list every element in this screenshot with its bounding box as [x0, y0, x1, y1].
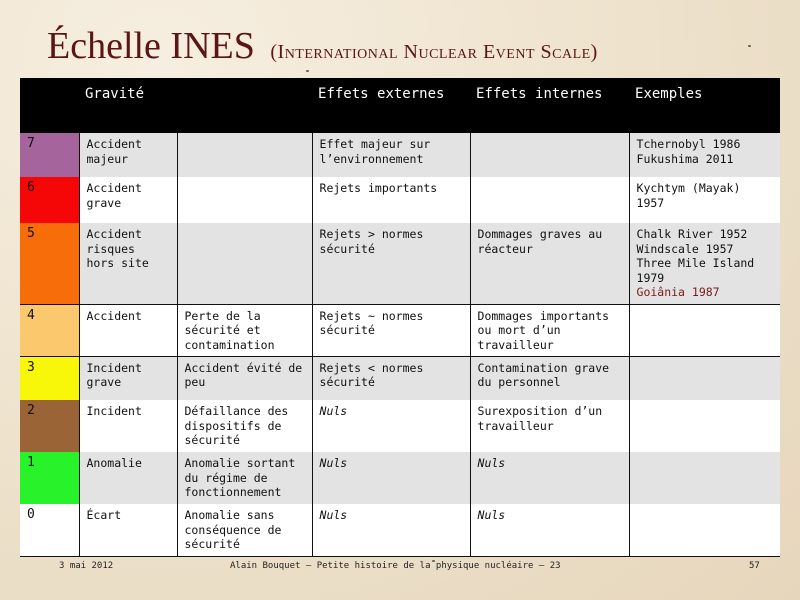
table-row — [20, 223, 780, 304]
gravity-cell: Incident grave — [79, 356, 177, 400]
examples-cell — [629, 223, 780, 304]
external-effects-cell: Effet majeur sur l’environnement — [312, 133, 470, 177]
example-item: Fukushima 2011 — [636, 151, 734, 166]
example-item: Kychtym (Mayak) 1957 — [636, 181, 741, 210]
example-item: Three Mile Island 1979 — [636, 256, 755, 285]
level-cell: 2 — [20, 400, 79, 452]
gravity-cell: Accident majeur — [79, 133, 177, 177]
paper-speck — [748, 45, 751, 47]
header-external: Effets externes — [312, 78, 470, 133]
table-row — [20, 133, 780, 177]
level-cell: 4 — [20, 304, 79, 356]
gravity-cell: Écart — [79, 504, 177, 556]
examples-cell — [629, 452, 780, 504]
level-cell: 0 — [20, 504, 79, 556]
examples-cell — [629, 177, 780, 223]
ines-table — [20, 78, 780, 557]
example-item: Windscale 1957 — [636, 241, 734, 256]
title-subtitle: (International Nuclear Event Scale) — [270, 41, 598, 63]
table-row — [20, 400, 780, 452]
examples-cell — [629, 133, 780, 177]
slide-title — [47, 24, 598, 74]
internal-effects-cell: Nuls — [470, 452, 629, 504]
internal-effects-cell: Dommages graves au réacteur — [470, 223, 629, 304]
table-row — [20, 177, 780, 223]
examples-cell — [629, 304, 780, 356]
internal-effects-cell: Surexposition d’un travailleur — [470, 400, 629, 452]
detail-cell — [177, 223, 312, 304]
example-item: Chalk River 1952 — [636, 227, 748, 241]
level-cell: 5 — [20, 223, 79, 304]
table-row — [20, 452, 780, 504]
external-effects-cell: Rejets ~ normes sécurité — [312, 304, 470, 356]
footer-center-text: Alain Bouquet — Petite histoire de la physique nucléaire — 23 — [230, 561, 561, 571]
table-row — [20, 304, 780, 356]
footer-page-number: 57 — [749, 561, 760, 571]
internal-effects-cell — [470, 133, 629, 177]
gravity-cell: Accident — [79, 304, 177, 356]
table-header-row — [20, 78, 780, 133]
header-level — [20, 78, 79, 133]
gravity-cell: Incident — [79, 400, 177, 452]
external-effects-cell: Rejets < normes sécurité — [312, 356, 470, 400]
detail-cell: Perte de la sécurité et contamination — [177, 304, 312, 356]
examples-cell — [629, 400, 780, 452]
external-effects-cell: Rejets importants — [312, 177, 470, 223]
table-row — [20, 504, 780, 556]
example-item: Tchernobyl 1986 — [636, 137, 741, 151]
internal-effects-cell: Nuls — [470, 504, 629, 556]
gravity-cell: Accident risques hors site — [79, 223, 177, 304]
examples-cell — [629, 504, 780, 556]
external-effects-cell: Nuls — [312, 504, 470, 556]
table-body — [20, 133, 780, 556]
gravity-cell: Accident grave — [79, 177, 177, 223]
example-item-highlight: Goiânia 1987 — [636, 285, 720, 299]
detail-cell: Anomalie sans conséquence de sécurité — [177, 504, 312, 556]
level-cell: 1 — [20, 452, 79, 504]
external-effects-cell: Rejets > normes sécurité — [312, 223, 470, 304]
detail-cell: Anomalie sortant du régime de fonctionnement — [177, 452, 312, 504]
gravity-cell: Anomalie — [79, 452, 177, 504]
level-cell: 6 — [20, 177, 79, 223]
table-row — [20, 356, 780, 400]
detail-cell: Défaillance des dispositifs de sécurité — [177, 400, 312, 452]
footer-date: 3 mai 2012 — [59, 561, 114, 571]
internal-effects-cell: Dommages importants ou mort d’un travailleur — [470, 304, 629, 356]
level-cell: 7 — [20, 133, 79, 177]
header-gravity: Gravité — [79, 78, 312, 133]
level-cell: 3 — [20, 356, 79, 400]
internal-effects-cell — [470, 177, 629, 223]
detail-cell — [177, 177, 312, 223]
examples-cell — [629, 356, 780, 400]
internal-effects-cell: Contamination grave du personnel — [470, 356, 629, 400]
title-main: Échelle INES — [47, 25, 255, 67]
header-internal: Effets internes — [470, 78, 629, 133]
detail-cell: Accident évité de peu — [177, 356, 312, 400]
detail-cell — [177, 133, 312, 177]
external-effects-cell: Nuls — [312, 400, 470, 452]
header-examples: Exemples — [629, 78, 780, 133]
external-effects-cell: Nuls — [312, 452, 470, 504]
